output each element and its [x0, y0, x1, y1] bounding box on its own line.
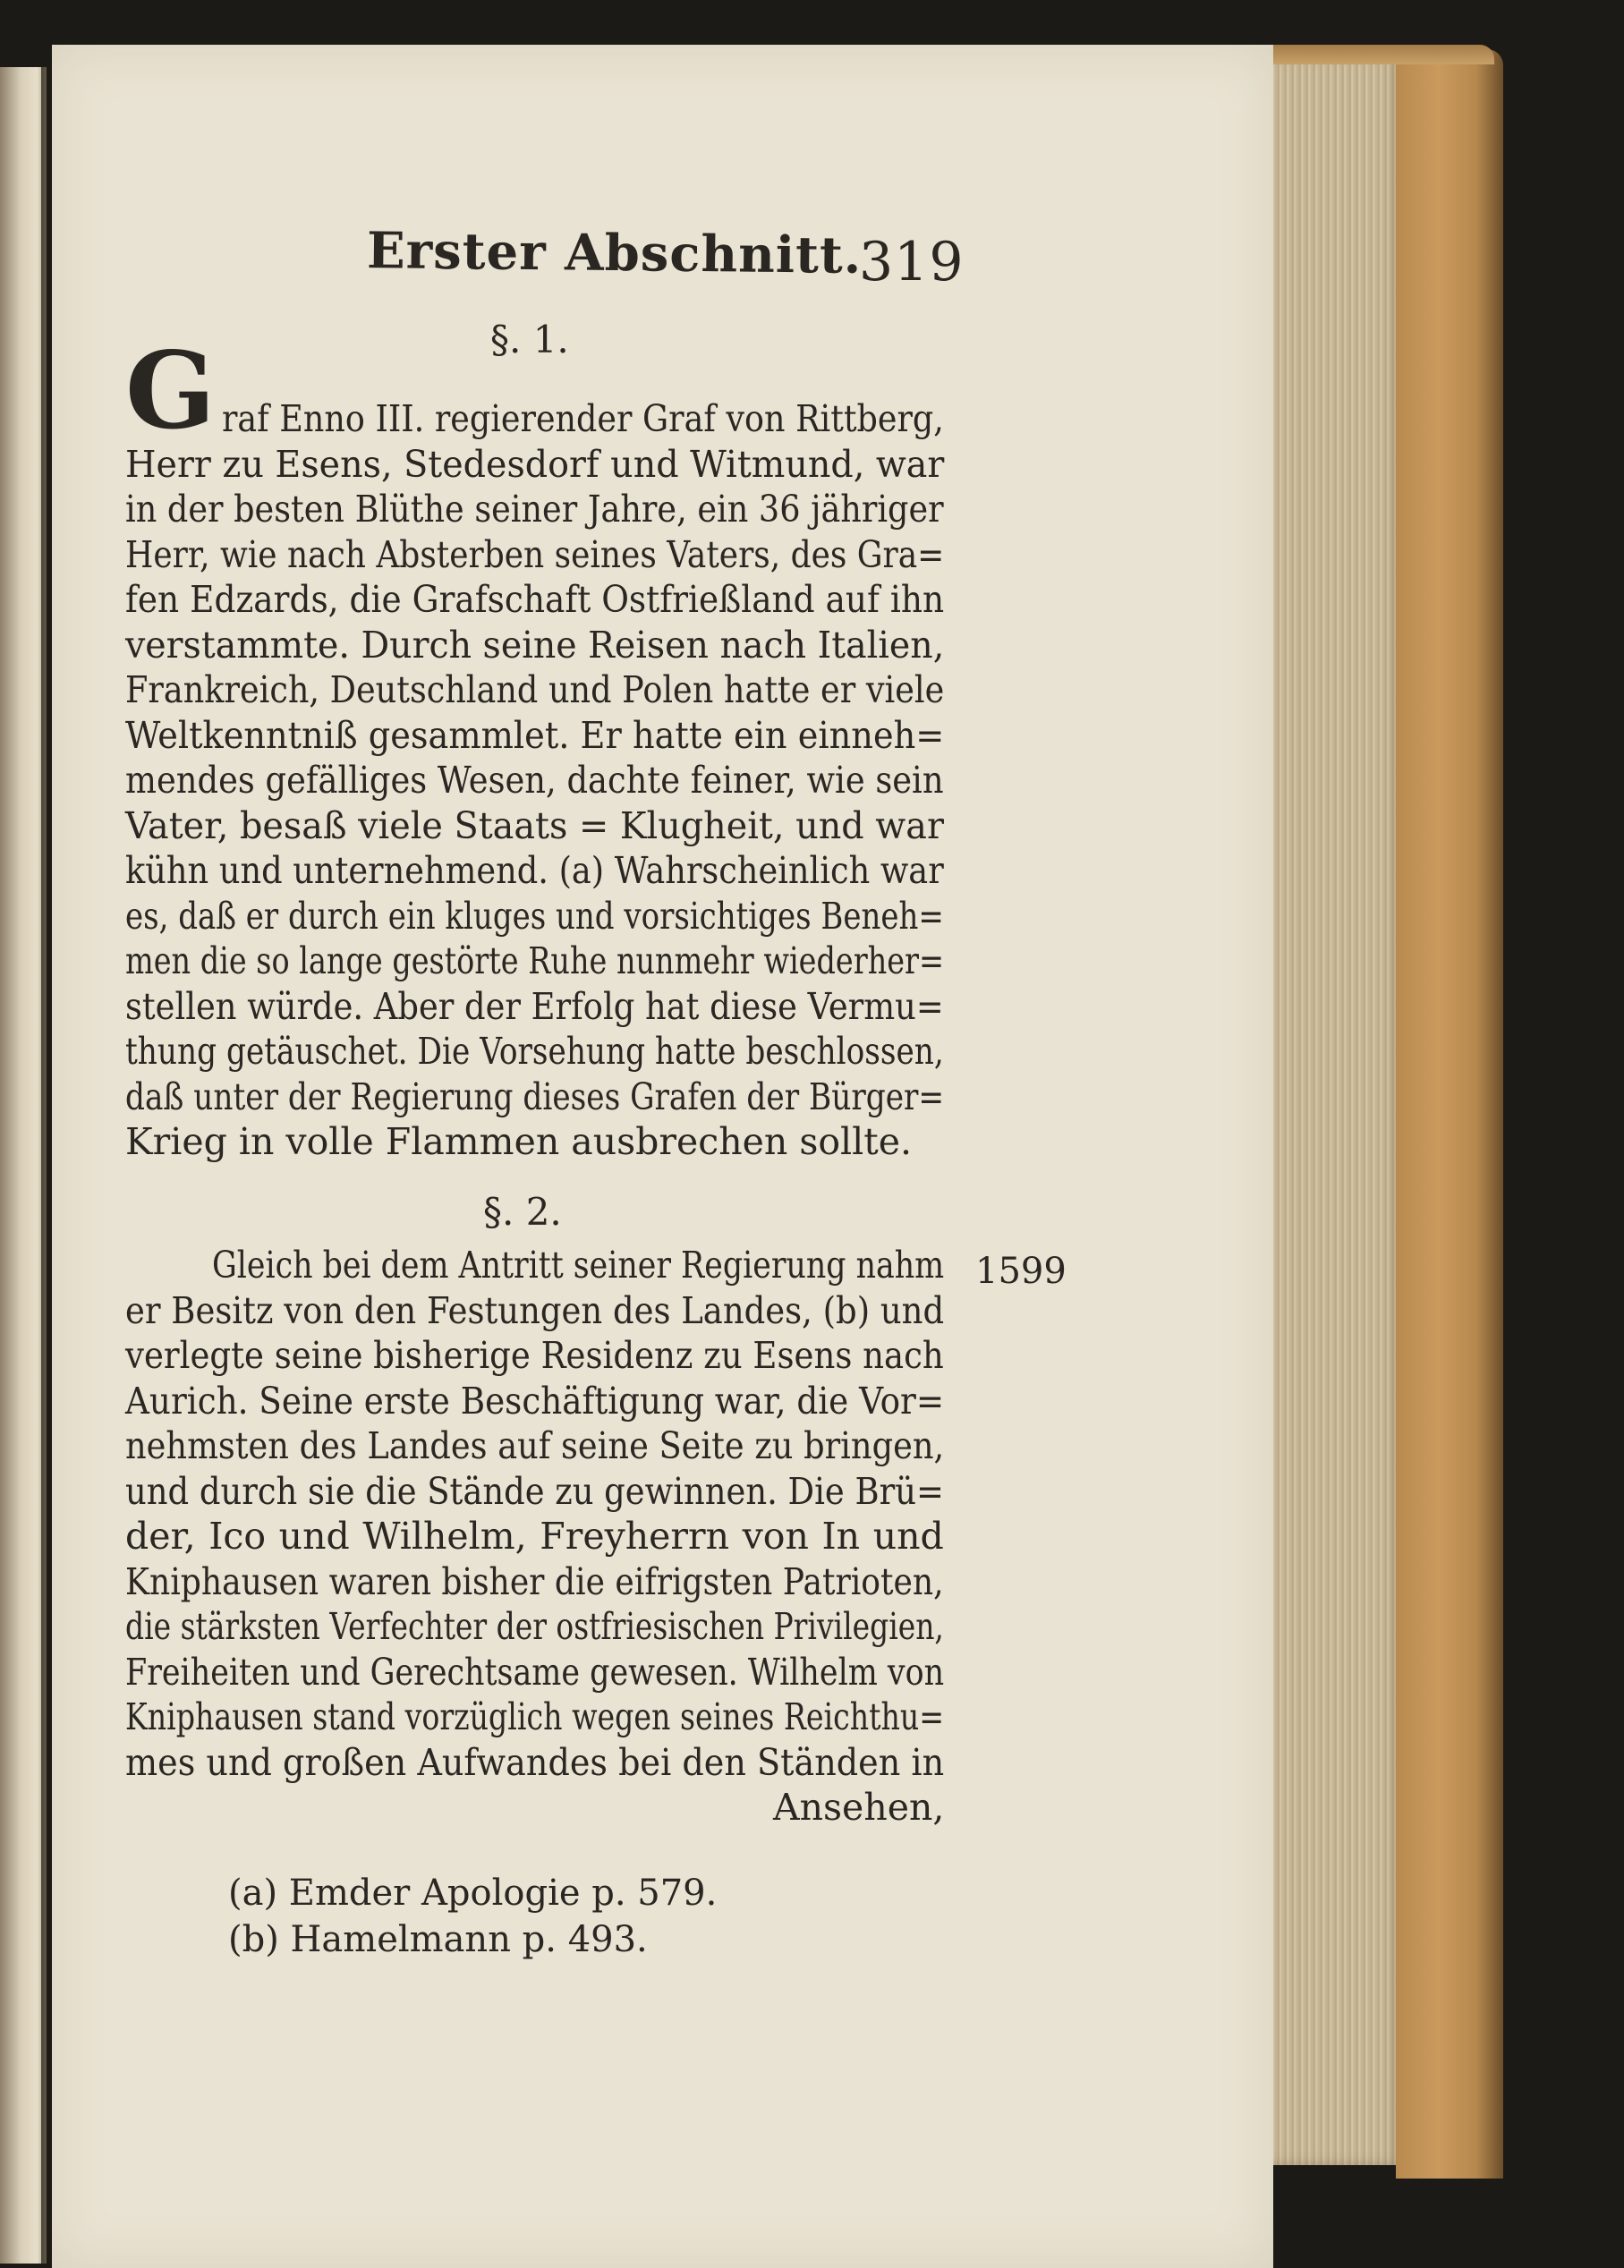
drop-cap: G [125, 328, 216, 453]
text-line: fen Edzards, die Grafschaft Ostfrießland auf ihn [125, 578, 945, 621]
footnote-b: (b) Hamelmann p. 493. [228, 1919, 648, 1960]
text-line: und durch sie die Stände zu gewinnen. Die Brü= [125, 1469, 944, 1513]
text-line: in der besten Blüthe seiner Jahre, ein 36 jähriger [125, 488, 944, 531]
left-page-edge [0, 67, 47, 2264]
text-line: Gleich bei dem Antritt seiner Regierung nahm [212, 1244, 945, 1287]
footnote-a: (a) Emder Apologie p. 579. [228, 1873, 718, 1914]
text-line: raf Enno III. regierender Graf von Rittberg, [222, 397, 944, 440]
text-line: verlegte seine bisherige Residenz zu Esens nach [125, 1334, 944, 1377]
text-line: verstammte. Durch seine Reisen nach Italien, [125, 623, 945, 667]
text-line: men die so lange gestörte Ruhe nunmehr wiederher= [125, 939, 945, 982]
text-line: mes und großen Aufwandes bei den Ständen in [125, 1740, 945, 1784]
section-mark-1: §. 1. [490, 318, 569, 361]
text-line: Ansehen, [773, 1786, 945, 1829]
text-line: der, Ico und Wilhelm, Freyherrn von In und [125, 1515, 944, 1558]
book-cover [1396, 49, 1503, 2179]
text-line: stellen würde. Aber der Erfolg hat diese Vermu= [125, 984, 944, 1028]
text-line: Freiheiten und Gerechtsame gewesen. Wilhelm von [125, 1650, 945, 1694]
running-head: Erster Abschnitt. [366, 221, 863, 285]
text-line: Herr zu Esens, Stedesdorf und Witmund, war [125, 442, 945, 486]
text-line: Kniphausen waren bisher die eifrigsten Patrioten, [125, 1559, 944, 1603]
text-line: kühn und unternehmend. (a) Wahrscheinlich war [125, 849, 944, 892]
text-line: Krieg in volle Flammen ausbrechen sollte. [125, 1120, 913, 1163]
page-number: 319 [859, 231, 965, 293]
text-line: Frankreich, Deutschland und Polen hatte er viele [125, 668, 945, 711]
text-line: es, daß er durch ein kluges und vorsichtiges Beneh= [125, 894, 944, 938]
text-line: mendes gefälliges Wesen, dachte feiner, wie sein [125, 759, 944, 802]
text-line: Weltkenntniß gesammlet. Er hatte ein einneh= [125, 713, 945, 757]
text-line: daß unter der Regierung dieses Grafen der Bürger= [125, 1075, 945, 1118]
text-line: Herr, wie nach Absterben seines Vaters, des Gra= [125, 532, 945, 576]
text-line: nehmsten des Landes auf seine Seite zu bringen, [125, 1424, 945, 1467]
text-line: die stärksten Verfechter der ostfriesischen Privilegien, [125, 1605, 944, 1648]
text-line: thung getäuschet. Die Vorsehung hatte beschlossen, [125, 1030, 944, 1073]
text-line: Vater, besaß viele Staats = Klugheit, und war [125, 803, 944, 847]
text-line: Kniphausen stand vorzüglich wegen seines Reichthu= [125, 1695, 945, 1738]
marginal-year: 1599 [975, 1251, 1067, 1292]
book-cover-top [1262, 45, 1494, 64]
text-line: Aurich. Seine erste Beschäftigung war, die Vor= [125, 1379, 945, 1423]
section-mark-2: §. 2. [483, 1190, 562, 1234]
page-block-edges [1269, 54, 1403, 2165]
text-line: er Besitz von den Festungen des Landes, (b) und [125, 1288, 945, 1332]
